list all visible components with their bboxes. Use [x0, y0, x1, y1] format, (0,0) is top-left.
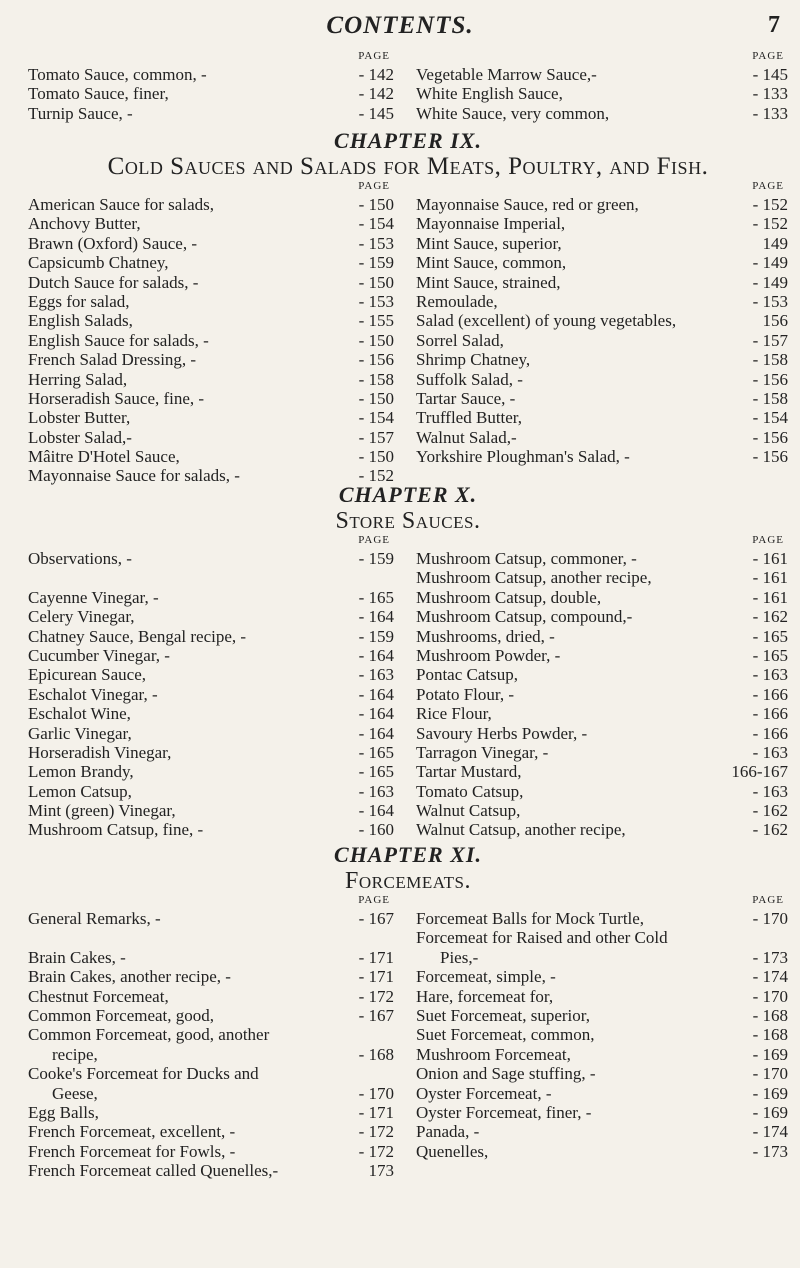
right-column [416, 50, 788, 123]
entry-page-number: - 159 [358, 253, 394, 273]
entry-page-number: - 160 [358, 820, 394, 840]
entry-page-number: - 171 [358, 1102, 394, 1122]
index-entry [28, 588, 394, 607]
index-entry [416, 1025, 788, 1044]
entry-title: Rice Flour, [416, 704, 492, 724]
entry-title: Potato Flour, - [416, 684, 515, 704]
index-entry [28, 948, 394, 967]
entry-title: English Salads, [28, 311, 133, 331]
entry-page-number: - 149 [752, 253, 788, 273]
index-entry [28, 1142, 394, 1161]
entry-title: Tartar Sauce, - [416, 388, 516, 408]
entry-page-number: - 150 [358, 195, 394, 214]
index-entry [416, 311, 788, 330]
index-entry [416, 370, 788, 389]
entry-page-number: - 150 [358, 388, 394, 408]
entry-page-number: - 164 [358, 704, 394, 724]
index-entry [28, 928, 394, 947]
entry-page-number: - 167 [358, 909, 394, 928]
entry-title: Mayonnaise Sauce for salads, - [28, 466, 240, 486]
entry-title: Mayonnaise Imperial, [416, 214, 566, 234]
entry-title: French Salad Dressing, - [28, 350, 197, 370]
entry-page-number: - 164 [358, 684, 394, 704]
entry-page-number: - 145 [358, 103, 394, 123]
index-entry [28, 350, 394, 369]
entry-title: White English Sauce, [416, 84, 563, 104]
entry-page-number: - 173 [752, 1141, 788, 1161]
index-entry [416, 389, 788, 408]
entry-title: Mushrooms, dried, - [416, 626, 555, 646]
entry-title: Lobster Salad,- [28, 427, 132, 447]
index-continuation [28, 50, 788, 123]
index-entry [28, 685, 394, 704]
entry-page-number: - 149 [752, 272, 788, 292]
chapter-x [28, 482, 788, 840]
entry-title: Chatney Sauce, Bengal recipe, - [28, 626, 247, 646]
entry-page-number: - 166 [752, 704, 788, 724]
entry-page-number: - 165 [358, 587, 394, 607]
entry-title: Mint Sauce, strained, [416, 272, 561, 292]
index-entry [28, 1103, 394, 1122]
entry-page-number: 156 [762, 311, 788, 331]
entry-title: Suet Forcemeat, common, [416, 1025, 595, 1045]
entry-page-number: - 153 [358, 291, 394, 311]
entry-page-number: - 157 [752, 330, 788, 350]
right-column [416, 894, 788, 1180]
entry-page-number: - 168 [752, 1005, 788, 1025]
entry-title: Horseradish Sauce, fine, - [28, 388, 205, 408]
entry-page-number: - 172 [358, 1141, 394, 1161]
entry-page-number: - 168 [358, 1044, 394, 1064]
entry-page-number: - 156 [752, 427, 788, 447]
entry-page-number: - 157 [358, 427, 394, 447]
index-entry [416, 65, 788, 84]
left-column [28, 534, 394, 840]
entry-title: English Sauce for salads, - [28, 330, 209, 350]
entry-page-number: - 145 [752, 65, 788, 84]
entry-title: Horseradish Vinegar, [28, 742, 172, 762]
index-entry [28, 195, 394, 214]
entry-page-number: - 171 [358, 947, 394, 967]
index-entry [28, 801, 394, 820]
entry-title: Common Forcemeat, good, [28, 1005, 215, 1025]
entry-title: Mint Sauce, superior, [416, 233, 562, 253]
entry-page-number: - 158 [358, 369, 394, 389]
chapter-title: CHAPTER IX. [334, 128, 482, 153]
index-entry [416, 408, 788, 427]
entry-title: General Remarks, - [28, 909, 161, 928]
entry-title: Capsicumb Chatney, [28, 253, 169, 273]
index-entry [28, 104, 394, 123]
index-entry [28, 549, 394, 568]
entry-title: American Sauce for salads, [28, 195, 214, 214]
entry-page-number: - 150 [358, 330, 394, 350]
entry-page-number: - 153 [358, 233, 394, 253]
entry-title: Mushroom Forcemeat, [416, 1044, 571, 1064]
entry-title: Mint Sauce, common, [416, 253, 567, 273]
entry-title: Celery Vinegar, [28, 607, 135, 627]
index-entry [416, 1084, 788, 1103]
index-entry [28, 782, 394, 801]
entry-title: Brain Cakes, another recipe, - [28, 967, 231, 987]
entry-title: Pies,- [440, 947, 479, 967]
index-entry [28, 967, 394, 986]
index-entry [28, 820, 394, 839]
entry-title: Mushroom Catsup, fine, - [28, 820, 204, 840]
entry-title: Suffolk Salad, - [416, 369, 523, 389]
entry-title: Cayenne Vinegar, - [28, 587, 159, 607]
entry-title: Mushroom Catsup, double, [416, 587, 602, 607]
entry-page-number: - 158 [752, 350, 788, 370]
index-entry [28, 273, 394, 292]
index-entry [416, 234, 788, 253]
index-entry [416, 820, 788, 839]
entry-title: Cucumber Vinegar, - [28, 645, 170, 665]
entry-page-number: - 158 [752, 388, 788, 408]
index-entry [28, 987, 394, 1006]
index-entry [416, 214, 788, 233]
index-entry [416, 428, 788, 447]
index-entry [416, 1045, 788, 1064]
index-entry [416, 704, 788, 723]
entry-title: Brain Cakes, - [28, 947, 126, 967]
index-entry [416, 588, 788, 607]
entry-page-number: - 162 [752, 607, 788, 627]
entry-title: Turnip Sauce, - [28, 103, 133, 123]
entry-title: Walnut Catsup, [416, 801, 521, 821]
entry-title: Mint (green) Vinegar, [28, 801, 176, 821]
index-entry [28, 665, 394, 684]
entry-title: Tomato Sauce, finer, [28, 84, 169, 104]
index-entry [416, 350, 788, 369]
index-entry [416, 568, 788, 587]
index-entry [28, 428, 394, 447]
page-number: 7 [768, 12, 780, 38]
entry-title: Forcemeat for Raised and other Cold [416, 928, 668, 948]
index-entry [416, 549, 788, 568]
entry-page-number: - 167 [358, 1005, 394, 1025]
index-entry [416, 743, 788, 762]
entry-page-number: - 172 [358, 986, 394, 1006]
entry-page-number: - 165 [358, 742, 394, 762]
left-column [28, 50, 394, 123]
entry-page-number: - 154 [358, 408, 394, 428]
index-entry [28, 331, 394, 350]
index-entry [28, 1025, 394, 1044]
page-column-label: PAGE [752, 894, 784, 906]
index-entry [28, 1161, 394, 1180]
index-entry [416, 627, 788, 646]
entry-title: Panada, - [416, 1122, 480, 1142]
entry-page-number: - 173 [752, 947, 788, 967]
index-entry [416, 782, 788, 801]
entry-title: Lemon Brandy, [28, 762, 134, 782]
entry-title: Mushroom Catsup, another recipe, [416, 568, 652, 588]
entry-title: Tomato Catsup, [416, 781, 524, 801]
entry-page-number: - 150 [358, 272, 394, 292]
entry-page-number: - 159 [358, 549, 394, 568]
entry-title: Tartar Mustard, [416, 762, 522, 782]
page-column-label: PAGE [358, 894, 390, 906]
entry-page-number: - 165 [358, 762, 394, 782]
entry-title: Forcemeat, simple, - [416, 967, 556, 987]
entry-title: Oyster Forcemeat, finer, - [416, 1102, 592, 1122]
entry-title: Oyster Forcemeat, - [416, 1083, 552, 1103]
index-entry [28, 292, 394, 311]
index-entry [28, 370, 394, 389]
entry-page-number: - 152 [752, 214, 788, 234]
index-entry [416, 646, 788, 665]
entry-page-number: - 163 [358, 665, 394, 685]
chapter-title: CHAPTER XI. [334, 842, 482, 867]
index-entry [28, 84, 394, 103]
index-entry [28, 1084, 394, 1103]
entry-page-number: - 159 [358, 626, 394, 646]
entry-title: Mushroom Powder, - [416, 645, 561, 665]
entry-page-number: - 161 [752, 549, 788, 568]
index-entry [28, 1064, 394, 1083]
index-entry [416, 84, 788, 103]
entry-page-number: - 163 [752, 665, 788, 685]
page-column-label: PAGE [358, 534, 390, 546]
chapter-subtitle: Forcemeats. [345, 868, 471, 894]
entry-page-number: - 169 [752, 1044, 788, 1064]
entry-title: Quenelles, [416, 1141, 489, 1161]
chapter-title: CHAPTER X. [338, 482, 478, 507]
entry-title: Onion and Sage stuffing, - [416, 1064, 596, 1084]
entry-title: Epicurean Sauce, [28, 665, 146, 685]
chapter-ix [28, 128, 788, 486]
entry-title: Eschalot Vinegar, - [28, 684, 158, 704]
entry-page-number: - 164 [358, 607, 394, 627]
entry-page-number: - 162 [752, 820, 788, 840]
chapter-xi [28, 842, 788, 1180]
index-entry [28, 909, 394, 928]
entry-page-number: - 161 [752, 568, 788, 588]
entry-page-number: - 170 [752, 1064, 788, 1084]
index-entry [28, 724, 394, 743]
index-entry [416, 1103, 788, 1122]
index-entry [416, 665, 788, 684]
index-entry [416, 253, 788, 272]
entry-page-number: 166-167 [731, 762, 788, 782]
entry-title: recipe, [52, 1044, 98, 1064]
index-entry [416, 685, 788, 704]
entry-page-number: - 172 [358, 1122, 394, 1142]
index-entry [416, 967, 788, 986]
index-entry [28, 646, 394, 665]
entry-page-number: - 152 [358, 466, 394, 486]
entry-title: Remoulade, [416, 291, 498, 311]
index-entry [416, 1142, 788, 1161]
entry-page-number: - 165 [752, 626, 788, 646]
entry-title: Lemon Catsup, [28, 781, 132, 801]
entry-page-number: - 164 [358, 723, 394, 743]
index-entry [28, 1006, 394, 1025]
entry-title: Mayonnaise Sauce, red or green, [416, 195, 639, 214]
index-entry [416, 762, 788, 781]
entry-title: White Sauce, very common, [416, 103, 610, 123]
entry-page-number: 173 [368, 1161, 394, 1181]
entry-title: Tomato Sauce, common, - [28, 65, 207, 84]
entry-title: Eschalot Wine, [28, 704, 131, 724]
entry-page-number: - 163 [752, 781, 788, 801]
index-entry [416, 948, 788, 967]
entry-title: Truffled Butter, [416, 408, 523, 428]
index-entry [28, 762, 394, 781]
entry-title: Mushroom Catsup, commoner, - [416, 549, 637, 568]
entry-title: Common Forcemeat, good, another [28, 1025, 270, 1045]
entry-page-number: - 170 [752, 986, 788, 1006]
entry-title: Observations, - [28, 549, 132, 568]
entry-title: Savoury Herbs Powder, - [416, 723, 588, 743]
entry-page-number: - 133 [752, 103, 788, 123]
entry-page-number: - 162 [752, 801, 788, 821]
entry-page-number: 149 [762, 233, 788, 253]
entry-title: Pontac Catsup, [416, 665, 518, 685]
entry-title: Brawn (Oxford) Sauce, - [28, 233, 197, 253]
index-entry [28, 253, 394, 272]
index-entry [28, 1122, 394, 1141]
entry-title: Sorrel Salad, [416, 330, 504, 350]
entry-page-number: - 153 [752, 291, 788, 311]
index-entry [28, 743, 394, 762]
entry-page-number: - 161 [752, 587, 788, 607]
entry-title: Dutch Sauce for salads, - [28, 272, 199, 292]
entry-title: Hare, forcemeat for, [416, 986, 554, 1006]
index-entry [416, 724, 788, 743]
entry-page-number: - 142 [358, 65, 394, 84]
entry-title: Suet Forcemeat, superior, [416, 1005, 590, 1025]
index-entry [416, 607, 788, 626]
entry-title: Yorkshire Ploughman's Salad, - [416, 447, 630, 467]
index-entry [28, 311, 394, 330]
entry-title: French Forcemeat, excellent, - [28, 1122, 236, 1142]
entry-title: Walnut Salad,- [416, 427, 517, 447]
page-title: CONTENTS. [326, 12, 474, 39]
chapter-subtitle: Store Sauces. [335, 508, 481, 534]
entry-page-number: - 156 [752, 369, 788, 389]
entry-page-number: - 164 [358, 801, 394, 821]
entry-title: Salad (excellent) of young vegetables, [416, 311, 677, 331]
index-entry [416, 331, 788, 350]
entry-title: Vegetable Marrow Sauce,- [416, 65, 597, 84]
entry-title: Anchovy Butter, [28, 214, 141, 234]
entry-page-number: - 166 [752, 684, 788, 704]
index-entry [416, 1064, 788, 1083]
index-entry [28, 214, 394, 233]
entry-page-number: - 171 [358, 967, 394, 987]
page-column-label: PAGE [358, 180, 390, 192]
entry-page-number: - 155 [358, 311, 394, 331]
entry-page-number: - 165 [752, 645, 788, 665]
index-entry [28, 627, 394, 646]
index-entry [416, 909, 788, 928]
entry-page-number: - 154 [752, 408, 788, 428]
index-entry [416, 1006, 788, 1025]
entry-page-number: - 170 [358, 1083, 394, 1103]
index-entry [28, 234, 394, 253]
entry-title: Cooke's Forcemeat for Ducks and [28, 1064, 259, 1084]
entry-page-number: - 152 [752, 195, 788, 214]
entry-page-number: - 142 [358, 84, 394, 104]
entry-page-number: - 164 [358, 645, 394, 665]
index-entry [28, 447, 394, 466]
entry-title: Shrimp Chatney, [416, 350, 531, 370]
right-column [416, 180, 788, 486]
entry-title: Egg Balls, [28, 1102, 99, 1122]
index-entry [416, 273, 788, 292]
entry-title: Lobster Butter, [28, 408, 131, 428]
entry-page-number: - 163 [752, 742, 788, 762]
index-entry [416, 292, 788, 311]
left-column [28, 180, 394, 486]
entry-title: Mâitre D'Hotel Sauce, [28, 447, 180, 467]
page-column-label: PAGE [358, 50, 390, 62]
index-entry [416, 195, 788, 214]
entry-page-number: - 150 [358, 447, 394, 467]
index-entry [416, 447, 788, 466]
index-entry [416, 987, 788, 1006]
index-entry [416, 928, 788, 947]
entry-page-number: - 170 [752, 909, 788, 928]
entry-page-number: - 169 [752, 1102, 788, 1122]
page-column-label: PAGE [752, 50, 784, 62]
index-entry [28, 1045, 394, 1064]
index-entry [28, 65, 394, 84]
entry-page-number: - 156 [752, 447, 788, 467]
chapter-subtitle: Cold Sauces and Salads for Meats, Poultry, and Fish. [107, 153, 709, 180]
entry-title: Mushroom Catsup, compound,- [416, 607, 633, 627]
index-entry [28, 408, 394, 427]
entry-page-number: - 133 [752, 84, 788, 104]
index-entry [416, 1122, 788, 1141]
entry-title: Tarragon Vinegar, - [416, 742, 549, 762]
right-column [416, 534, 788, 840]
entry-title: French Forcemeat called Quenelles,- [28, 1161, 279, 1181]
entry-title: Garlic Vinegar, [28, 723, 132, 743]
index-entry [416, 104, 788, 123]
entry-title: Eggs for salad, [28, 291, 130, 311]
left-column [28, 894, 394, 1180]
entry-title: French Forcemeat for Fowls, - [28, 1141, 236, 1161]
page-column-label: PAGE [752, 180, 784, 192]
running-header [0, 12, 800, 42]
entry-page-number: - 163 [358, 781, 394, 801]
entry-page-number: - 168 [752, 1025, 788, 1045]
entry-title: Chestnut Forcemeat, [28, 986, 169, 1006]
entry-title: Geese, [52, 1083, 98, 1103]
entry-page-number: - 169 [752, 1083, 788, 1103]
index-entry [416, 801, 788, 820]
page-column-label: PAGE [752, 534, 784, 546]
entry-page-number: - 174 [752, 967, 788, 987]
entry-title: Herring Salad, [28, 369, 128, 389]
entry-page-number: - 174 [752, 1122, 788, 1142]
entry-page-number: - 156 [358, 350, 394, 370]
entry-page-number: - 154 [358, 214, 394, 234]
index-entry [28, 568, 394, 587]
entry-page-number: - 166 [752, 723, 788, 743]
index-entry [28, 389, 394, 408]
index-entry [28, 704, 394, 723]
entry-title: Walnut Catsup, another recipe, [416, 820, 626, 840]
entry-title: Forcemeat Balls for Mock Turtle, [416, 909, 645, 928]
index-entry [28, 607, 394, 626]
